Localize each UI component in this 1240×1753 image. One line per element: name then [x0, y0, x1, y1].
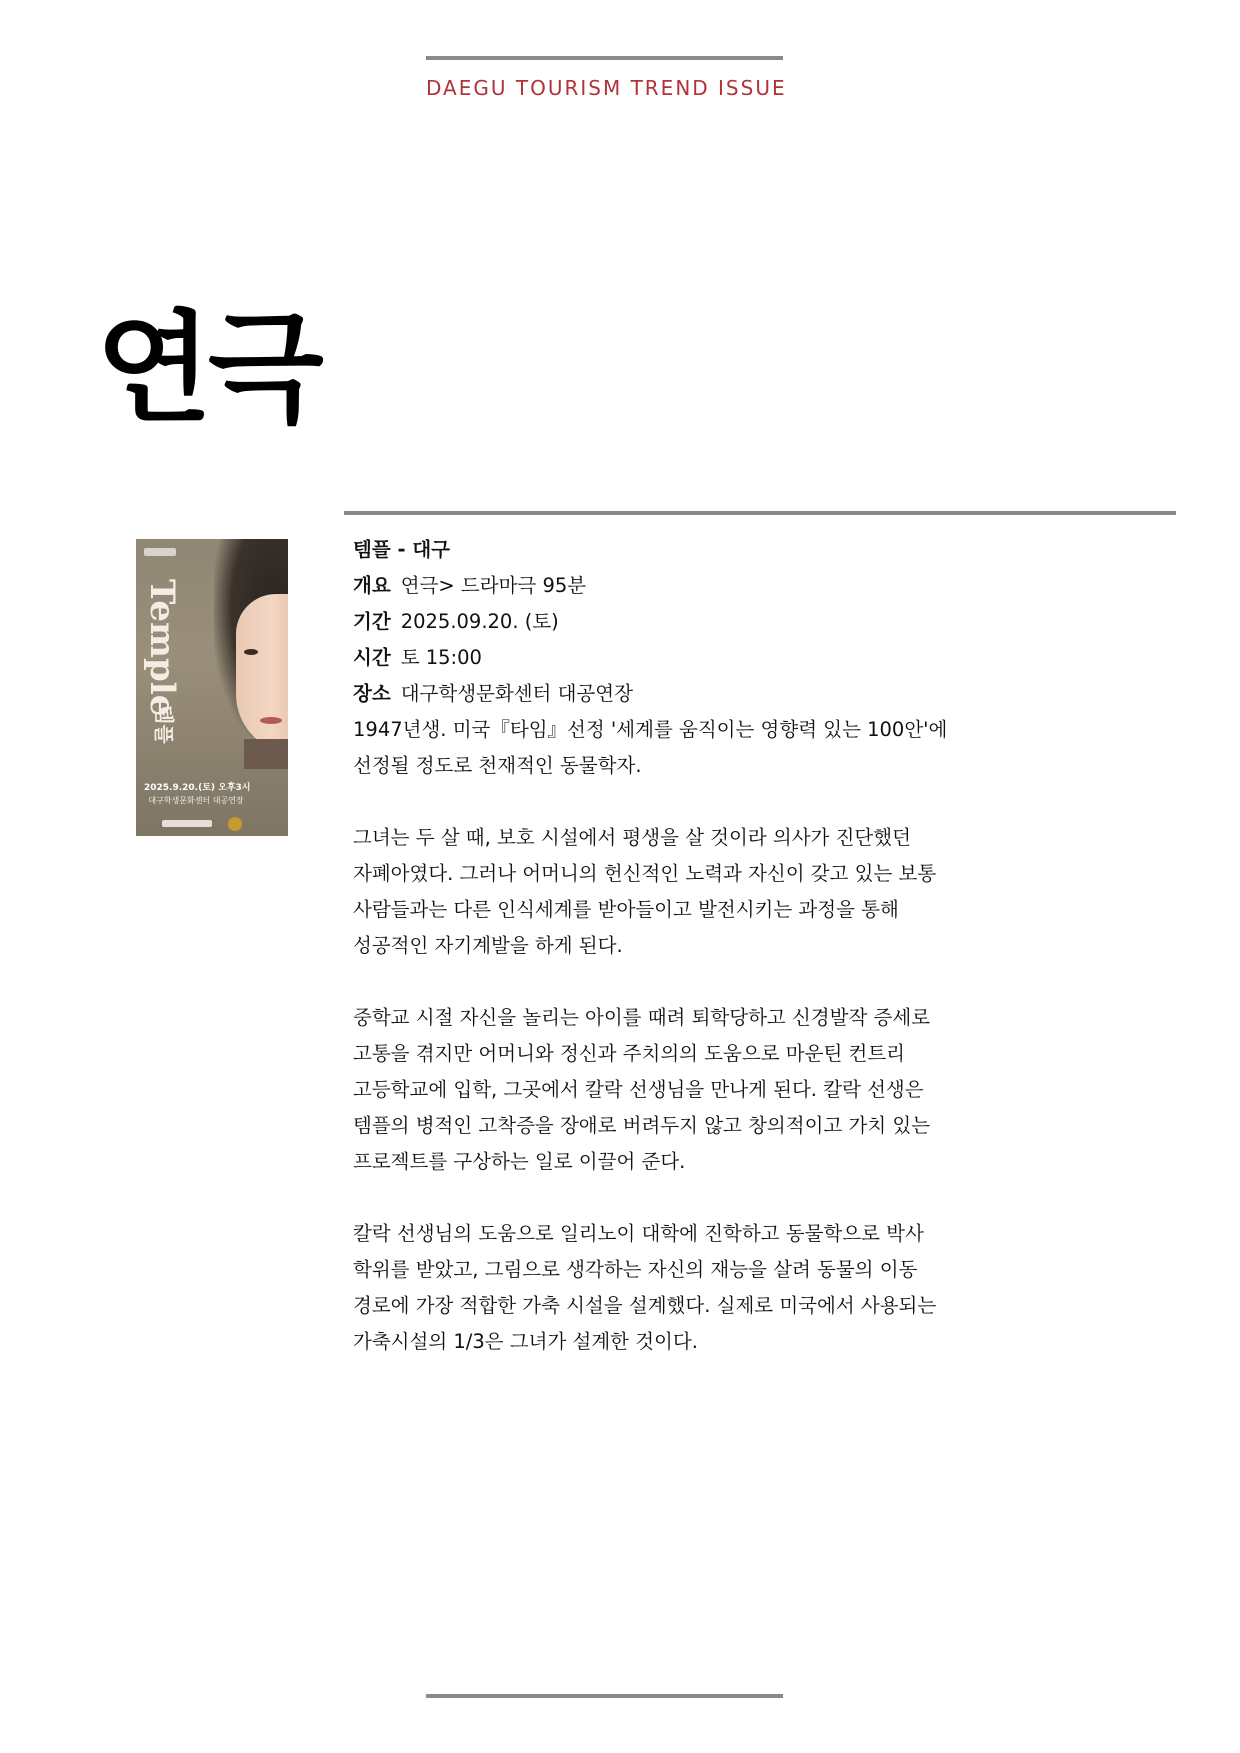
text-line: 템플의 병적인 고착증을 장애로 버려두지 않고 창의적이고 가치 있는 [353, 1114, 931, 1137]
detail-time [353, 640, 1053, 676]
description-paragraph [353, 1216, 1053, 1360]
detail-period [353, 604, 1053, 640]
poster-shirt [244, 739, 288, 769]
detail-value: 연극> 드라마극 95분 [400, 574, 587, 597]
text-line: 고등학교에 입학, 그곳에서 칼락 선생님을 만나게 된다. 칼락 선생은 [353, 1078, 924, 1101]
poster-emblem-logo [228, 817, 242, 831]
detail-label: 시간 [353, 646, 391, 669]
detail-label: 장소 [353, 682, 391, 705]
poster-date: 2025.9.20.(토) 오후3시 [144, 783, 251, 793]
poster-eye [244, 649, 258, 655]
poster-venue: 대구학생문화센터 대공연장 [148, 796, 244, 805]
poster-logo-top [144, 548, 176, 556]
text-line: 자폐아였다. 그러나 어머니의 헌신적인 노력과 자신이 갖고 있는 보통 [353, 862, 937, 885]
publication-title: DAEGU TOURISM TREND ISSUE [426, 76, 787, 100]
text-line: 가축시설의 1/3은 그녀가 설계한 것이다. [353, 1330, 698, 1353]
description-paragraph [353, 820, 1053, 964]
event-poster-image [136, 539, 288, 836]
text-line: 그녀는 두 살 때, 보호 시설에서 평생을 살 것이라 의사가 진단했던 [353, 826, 911, 849]
detail-label: 기간 [353, 610, 391, 633]
section-title: 연극 [96, 300, 320, 439]
event-title: 템플 - 대구 [353, 538, 451, 561]
text-line: 사람들과는 다른 인식세계를 받아들이고 발전시키는 과정을 통해 [353, 898, 899, 921]
poster-sponsor-logo [162, 820, 212, 827]
detail-venue [353, 676, 1053, 712]
poster-title-en: Temple [142, 579, 182, 717]
poster-lips [260, 717, 282, 724]
event-info [353, 532, 1053, 712]
text-line: 성공적인 자기계발을 하게 된다. [353, 934, 623, 957]
description-paragraph [353, 1000, 1053, 1180]
detail-overview [353, 568, 1053, 604]
detail-value: 2025.09.20. (토) [400, 610, 559, 633]
text-line: 중학교 시절 자신을 놀리는 아이를 때려 퇴학당하고 신경발작 증세로 [353, 1006, 931, 1029]
detail-value: 대구학생문화센터 대공연장 [400, 682, 633, 705]
text-line: 선정될 정도로 천재적인 동물학자. [353, 754, 642, 777]
footer-rule [426, 1694, 783, 1698]
section-divider [344, 511, 1176, 515]
poster-title-ko: 템플 [152, 705, 176, 744]
text-line: 칼락 선생님의 도움으로 일리노이 대학에 진학하고 동물학으로 박사 [353, 1222, 924, 1245]
text-line: 고통을 겪지만 어머니와 정신과 주치의의 도움으로 마운틴 컨트리 [353, 1042, 905, 1065]
detail-value: 토 15:00 [400, 646, 482, 669]
text-line: 프로젝트를 구상하는 일로 이끌어 준다. [353, 1150, 686, 1173]
description-paragraph [353, 712, 1053, 784]
text-line: 학위를 받았고, 그림으로 생각하는 자신의 재능을 살려 동물의 이동 [353, 1258, 918, 1281]
header-top-rule [426, 56, 783, 60]
text-line: 경로에 가장 적합한 가축 시설을 설계했다. 실제로 미국에서 사용되는 [353, 1294, 937, 1317]
detail-label: 개요 [353, 574, 391, 597]
text-line: 1947년생. 미국『타임』선정 '세계를 움직이는 영향력 있는 100안'에 [353, 718, 948, 741]
event-description [353, 712, 1053, 1396]
